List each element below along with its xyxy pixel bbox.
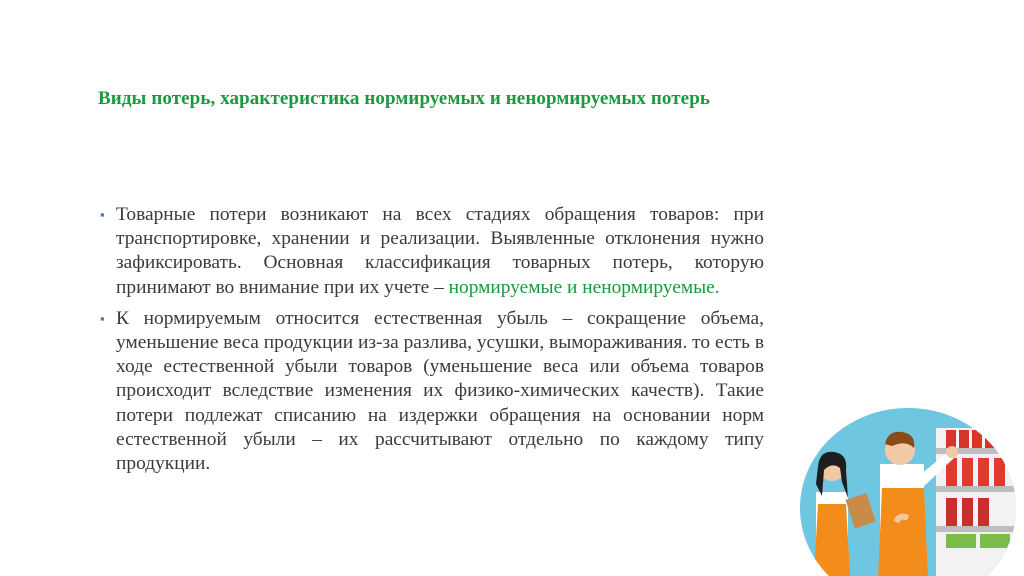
bullet-item xyxy=(100,307,764,476)
slide-content xyxy=(100,203,764,483)
bullet-marker: ▪ xyxy=(100,207,105,222)
slide-title: Виды потерь, характеристика нормируемых и ненормируемых потерь xyxy=(98,88,711,109)
bullet-marker: ▪ xyxy=(100,310,105,326)
bullet-text: К нормируемым относится естественная убыль – сокращение объема, уменьшение веса продукции из-за разлива, усушки, вымораживания. то есть в ходе естественной убыли товаров (уменьшение веса или объема товаров происходит вследствие изменения их физико-химических качеств). Такие потери подлежат списанию на издержки обращения на основании норм естественной убыли – их рассчитывают отдельно по каждому типу продукции. xyxy=(116,307,764,475)
bullet-item xyxy=(100,203,764,300)
bullet-highlight: нормируемые и ненормируемые. xyxy=(448,276,720,298)
bullet-text: Товарные потери возникают на всех стадиях обращения товаров: при транспортировке, хранении и реализации. Выявленные отклонения нужно зафиксировать. Основная классификация товарных потерь, которую принимают во внимание при их учете – xyxy=(116,204,764,298)
store-workers-illustration xyxy=(796,408,1016,576)
